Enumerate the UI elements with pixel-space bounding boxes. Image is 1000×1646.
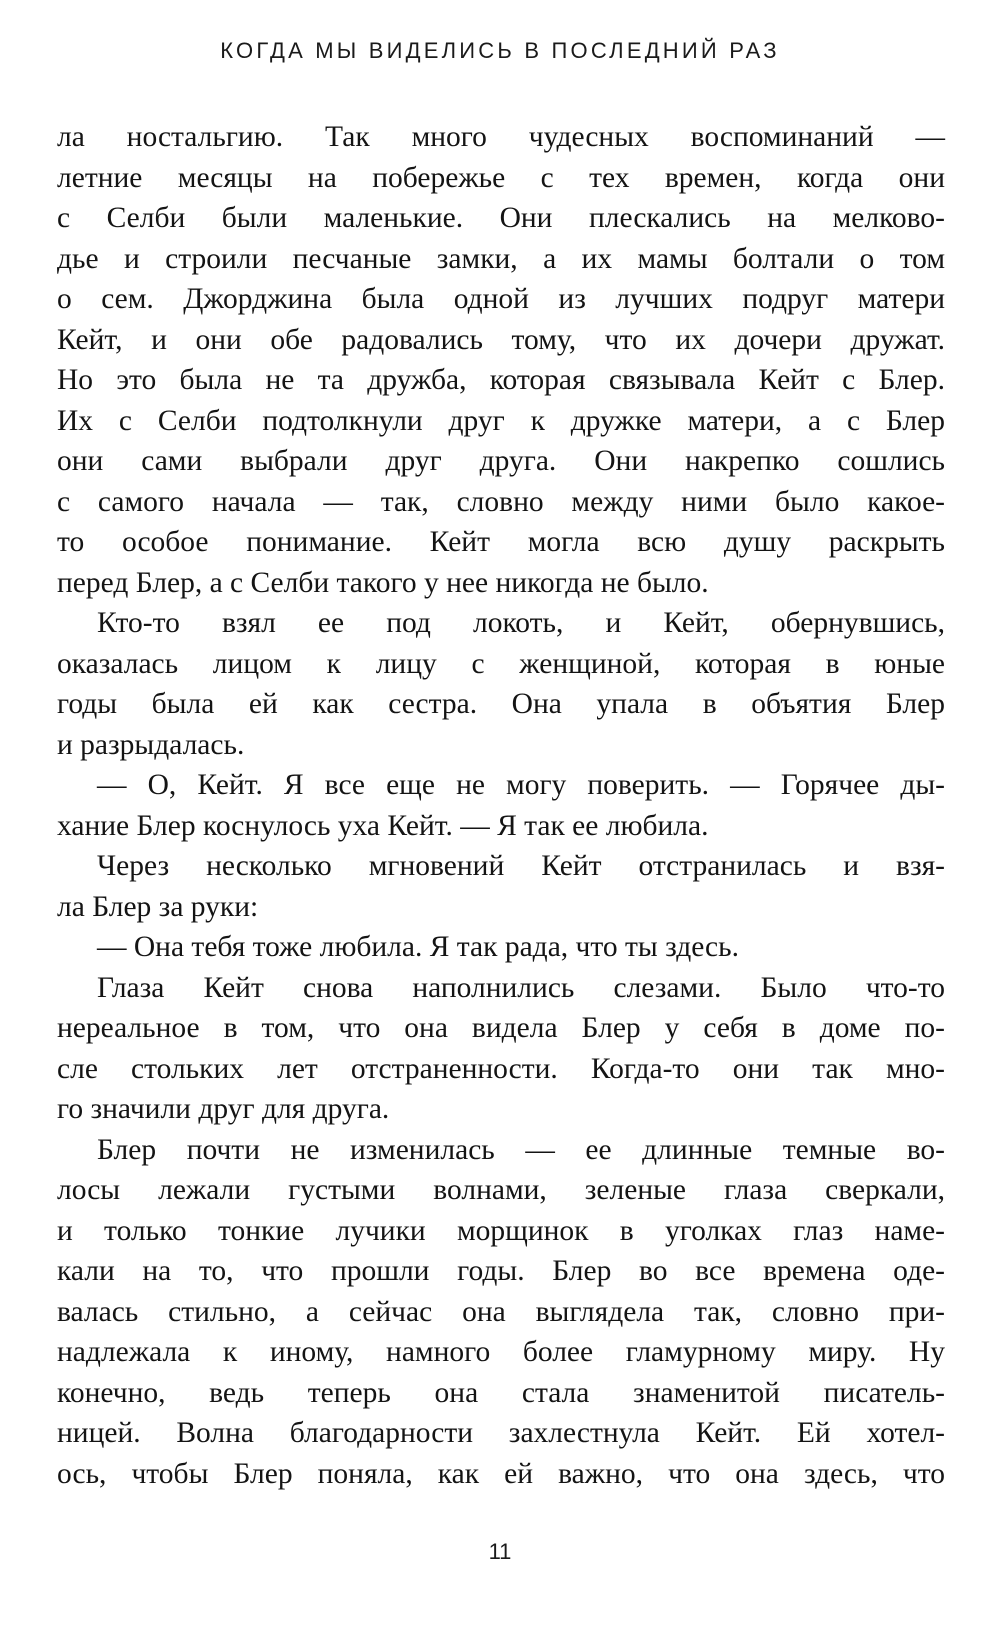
running-header: КОГДА МЫ ВИДЕЛИСЬ В ПОСЛЕДНИЙ РАЗ: [220, 38, 780, 63]
text-line: ла Блер за руки:: [57, 890, 259, 923]
text-line: дье и строили песчаные замки, а их мамы болтали о том: [57, 242, 945, 275]
page-number: 11: [488, 1539, 512, 1564]
text-line: го значили друг для друга.: [57, 1093, 390, 1125]
text-line: — О, Кейт. Я все еще не могу поверить. — Горячее ды-: [97, 769, 945, 801]
text-line: валась стильно, а сейчас она выглядела так, словно при-: [57, 1295, 945, 1328]
text-line: и только тонкие лучики морщинок в уголках глаз наме-: [57, 1214, 945, 1247]
text-line: ось, чтобы Блер поняла, как ей важно, что она здесь, что: [57, 1457, 945, 1490]
text-line: Через несколько мгновений Кейт отстранилась и взя-: [97, 850, 945, 882]
body-text: [57, 117, 945, 1494]
text-line: Блер почти не изменилась — ее длинные темные во-: [97, 1133, 945, 1166]
text-line: кали на то, что прошли годы. Блер во все времена оде-: [57, 1255, 945, 1287]
text-line: перед Блер, а с Селби такого у нее никогда не было.: [57, 566, 709, 599]
text-line: с самого начала — так, словно между ними было какое-: [57, 485, 945, 518]
text-line: сле стольких лет отстраненности. Когда-то они так мно-: [57, 1052, 945, 1085]
text-line: Их с Селби подтолкнули друг к дружке матери, а с Блер: [57, 404, 945, 437]
text-line: годы была ей как сестра. Она упала в объятия Блер: [57, 688, 945, 720]
text-line: о сем. Джорджина была одной из лучших подруг матери: [57, 283, 945, 315]
text-line: оказалась лицом к лицу с женщиной, которая в юные: [57, 647, 945, 680]
text-line: Кейт, и они обе радовались тому, что их дочери дружат.: [57, 323, 945, 356]
text-line: с Селби были маленькие. Они плескались на мелково-: [57, 202, 945, 234]
text-line: конечно, ведь теперь она стала знаменитой писатель-: [57, 1376, 945, 1409]
text-line: нереальное в том, что она видела Блер у себя в доме по-: [57, 1012, 945, 1044]
text-line: хание Блер коснулось уха Кейт. — Я так ее любила.: [57, 809, 709, 842]
text-line: они сами выбрали друг друга. Они накрепко сошлись: [57, 445, 945, 477]
text-line: ницей. Волна благодарности захлестнула Кейт. Ей хотел-: [57, 1417, 945, 1449]
text-line: Но это была не та дружба, которая связывала Кейт с Блер.: [57, 364, 945, 396]
text-line: надлежала к иному, намного более гламурному миру. Ну: [57, 1336, 945, 1368]
text-line: — Она тебя тоже любила. Я так рада, что ты здесь.: [97, 931, 739, 963]
text-line: лосы лежали густыми волнами, зеленые глаза сверкали,: [57, 1174, 945, 1206]
text-line: летние месяцы на побережье с тех времен, когда они: [57, 161, 945, 194]
text-line: то особое понимание. Кейт могла всю душу раскрыть: [57, 526, 945, 558]
text-line: ла ностальгию. Так много чудесных воспоминаний —: [57, 121, 945, 153]
text-line: и разрыдалась.: [57, 728, 245, 761]
text-line: Кто-то взял ее под локоть, и Кейт, обернувшись,: [97, 607, 945, 639]
text-line: Глаза Кейт снова наполнились слезами. Было что-то: [97, 971, 945, 1004]
